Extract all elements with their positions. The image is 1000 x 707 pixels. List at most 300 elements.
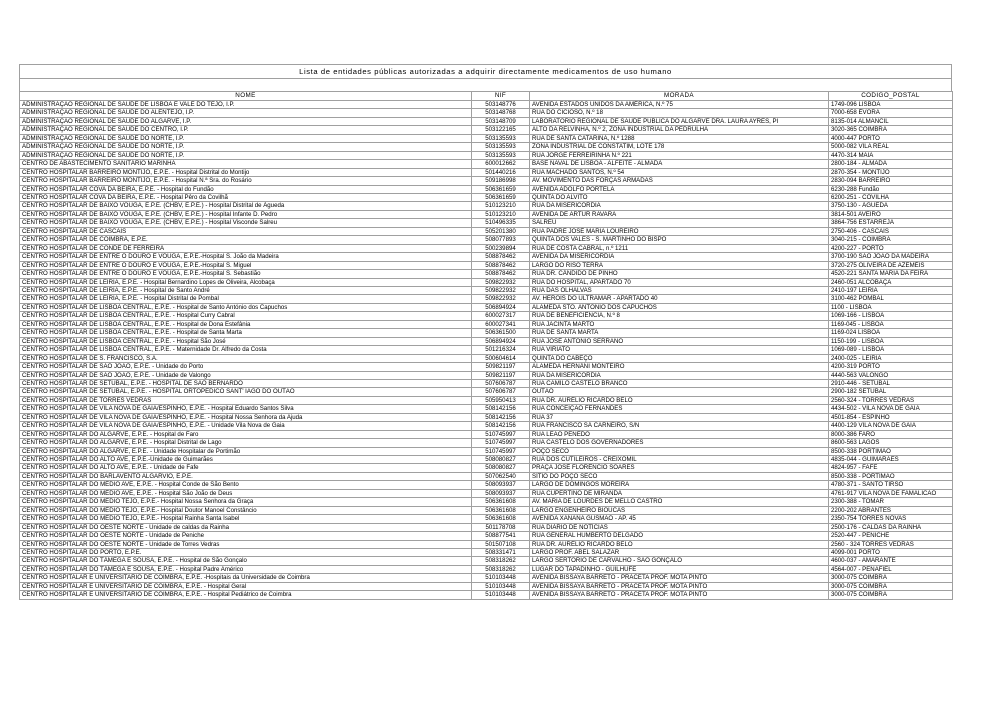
table-body <box>20 101 953 600</box>
cell-morada[interactable]: RUA MACHADO SANTOS, N.º 54 <box>530 168 829 176</box>
cell-codigo-postal[interactable]: 2830-094 BARREIRO <box>829 177 953 185</box>
cell-morada[interactable]: RUA DA MISERICÓRDIA <box>530 202 829 210</box>
cell-nif[interactable]: 506361608 <box>472 515 530 523</box>
cell-codigo-postal[interactable]: 1100 - LISBOA <box>829 303 953 311</box>
cell-morada[interactable]: POÇO SECO <box>530 447 829 455</box>
cell-nome[interactable]: CENTRO HOSPITALAR DE BAIXO VOUGA, E.P.E. (CHBV, E.P.E.) - Hospital Visconde Salreu <box>20 219 472 227</box>
cell-nif[interactable]: 508318262 <box>472 557 530 565</box>
cell-nome[interactable]: CENTRO HOSPITALAR DE LEIRIA, E.P.E. - Hospital Distrital de Pombal <box>20 295 472 303</box>
table-row <box>20 177 953 185</box>
table-row <box>20 498 953 506</box>
cell-nome[interactable]: CENTRO HOSPITALAR DE SÃO JOÃO, E.P.E. - Unidade de Valongo <box>20 371 472 379</box>
cell-morada[interactable]: RUA DE SANTA CATARINA, N.º 1288 <box>530 134 829 142</box>
cell-morada[interactable]: RUA JOSÉ ANTÓNIO SERRANO <box>530 337 829 345</box>
table-row <box>20 303 953 311</box>
cell-codigo-postal[interactable]: 8500-338 PORTIMÃO <box>829 447 953 455</box>
table-row <box>20 540 953 548</box>
cell-morada[interactable]: RUA DAS OLHALVAS <box>530 286 829 294</box>
cell-nif[interactable]: 506361608 <box>472 506 530 514</box>
cell-morada[interactable]: RUA 37 <box>530 413 829 421</box>
cell-codigo-postal[interactable]: 5000-082 VILA REAL <box>829 143 953 151</box>
table-row <box>20 388 953 396</box>
cell-nif[interactable]: 503148776 <box>472 101 530 109</box>
cell-morada[interactable]: AVENIDA BISSAYA BARRETO - PRACETA PROF. MOTA PINTO <box>530 591 829 599</box>
cell-nif[interactable]: 508142156 <box>472 405 530 413</box>
cell-nif[interactable]: 600012662 <box>472 160 530 168</box>
table-row <box>20 549 953 557</box>
cell-nome[interactable]: ADMINISTRAÇÃO REGIONAL DE SAÚDE DO NORTE, I.P. <box>20 151 472 159</box>
spacer-row <box>19 78 952 91</box>
cell-codigo-postal[interactable]: 3000-075 COIMBRA <box>829 574 953 582</box>
cell-morada[interactable]: LARGO SERTÓRIO DE CARVALHO - SÃO GONÇALO <box>530 557 829 565</box>
cell-morada[interactable]: RUA DO HOSPITAL, APARTADO 70 <box>530 278 829 286</box>
cell-nif[interactable]: 508878462 <box>472 261 530 269</box>
cell-codigo-postal[interactable]: 4470-314 MAIA <box>829 151 953 159</box>
cell-nome[interactable]: ADMINISTRAÇÃO REGIONAL DE SAÚDE DO ALGARVE, I.P. <box>20 117 472 125</box>
cell-nome[interactable]: CENTRO HOSPITALAR DO TÂMEGA E SOUSA, E.P.E. - Hospital de São Gonçalo <box>20 557 472 565</box>
cell-nome[interactable]: CENTRO HOSPITALAR DE VILA NOVA DE GAIA/ESPINHO, E.P.E. - Hospital Nossa Senhora da Ajuda <box>20 413 472 421</box>
cell-morada[interactable]: AVENIDA BISSAYA BARRETO - PRACETA PROF. MOTA PINTO <box>530 574 829 582</box>
cell-morada[interactable]: AVENIDA BISSAYA BARRETO - PRACETA PROF. MOTA PINTO <box>530 582 829 590</box>
table-row <box>20 557 953 565</box>
cell-nome[interactable]: CENTRO HOSPITALAR DO OESTE NORTE - Unidade de caldas da Rainha <box>20 523 472 531</box>
cell-morada[interactable]: RUA CAMILO CASTELO BRANCO <box>530 379 829 387</box>
cell-morada[interactable]: QUINTA DO CABEÇO <box>530 354 829 362</box>
cell-nome[interactable]: CENTRO HOSPITALAR DO MÉDIO TEJO, E.P.E.- Hospital Nossa Senhora da Graça <box>20 498 472 506</box>
cell-nif[interactable]: 503135593 <box>472 151 530 159</box>
cell-nome[interactable]: ADMINISTRAÇÃO REGIONAL DE SAÚDE DO ALENTEJO, I.P. <box>20 109 472 117</box>
cell-morada[interactable]: SALREU <box>530 219 829 227</box>
table-row <box>20 489 953 497</box>
table-row <box>20 337 953 345</box>
table-row <box>20 244 953 252</box>
cell-nome[interactable]: CENTRO HOSPITALAR DE LISBOA CENTRAL, E.P.E. - Hospital de Dona Estefânia <box>20 320 472 328</box>
cell-codigo-postal[interactable]: 4440-563 VALONGO <box>829 371 953 379</box>
cell-morada[interactable]: AV. HERÓIS DO ULTRAMAR - APARTADO 40 <box>530 295 829 303</box>
cell-codigo-postal[interactable]: 4434-502 - VILA NOVA DE GAIA <box>829 405 953 413</box>
cell-morada[interactable]: RUA DR. AURÉLIO RICARDO BELO <box>530 540 829 548</box>
cell-nome[interactable]: CENTRO HOSPITALAR DO OESTE NORTE - Unidade de Peniche <box>20 532 472 540</box>
cell-codigo-postal[interactable]: 4761-917 VILA NOVA DE FAMALICÃO <box>829 489 953 497</box>
cell-nif[interactable]: 505950413 <box>472 396 530 404</box>
table-row <box>20 506 953 514</box>
cell-morada[interactable]: RUA DR. CÂNDIDO DE PINHO <box>530 270 829 278</box>
cell-morada[interactable]: RUA CUPERTINO DE MIRANDA <box>530 489 829 497</box>
cell-nif[interactable]: 506894924 <box>472 303 530 311</box>
cell-codigo-postal[interactable]: 2800-184 - ALMADA <box>829 160 953 168</box>
cell-nome[interactable]: ADMINISTRAÇÃO REGIONAL DE SAÚDE DE LISBOA E VALE DO TEJO, I.P. <box>20 101 472 109</box>
cell-nif[interactable]: 508093937 <box>472 489 530 497</box>
cell-nif[interactable]: 508080827 <box>472 464 530 472</box>
cell-morada[interactable]: RUA CONCEIÇÃO FERNANDES <box>530 405 829 413</box>
cell-nome[interactable]: CENTRO HOSPITALAR DO TÂMEGA E SOUSA, E.P.E. - Hospital Padre Américo <box>20 565 472 573</box>
cell-morada[interactable]: RUA DE COSTA CABRAL, n.º 1211 <box>530 244 829 252</box>
cell-nome[interactable]: CENTRO HOSPITALAR DE CASCAIS <box>20 227 472 235</box>
table-row <box>20 379 953 387</box>
cell-nif[interactable]: 506894924 <box>472 337 530 345</box>
cell-nome[interactable]: CENTRO HOSPITALAR DE ENTRE O DOURO E VOUGA, E.P.E.-Hospital S. Miguel <box>20 261 472 269</box>
cell-morada[interactable]: LARGO DO RISO TERRA <box>530 261 829 269</box>
cell-nome[interactable]: CENTRO HOSPITALAR DE VILA NOVA DE GAIA/ESPINHO, E.P.E. - Hospital Eduardo Santos Silva <box>20 405 472 413</box>
cell-morada[interactable]: RUA DO CICIOSO, N.º 18 <box>530 109 829 117</box>
cell-nome[interactable]: CENTRO HOSPITALAR DO ALTO AVE, E.P.E.-Unidade de Guimarães <box>20 456 472 464</box>
table-row <box>20 405 953 413</box>
cell-codigo-postal[interactable]: 2910-446 - SETÚBAL <box>829 379 953 387</box>
cell-codigo-postal[interactable]: 1169-024 LISBOA <box>829 329 953 337</box>
cell-codigo-postal[interactable]: 7000-658 ÉVORA <box>829 109 953 117</box>
table-row <box>20 346 953 354</box>
cell-morada[interactable]: RUA JORGE FERREIRINHA N.º 221 <box>530 151 829 159</box>
cell-codigo-postal[interactable]: 3100-462 POMBAL <box>829 295 953 303</box>
cell-codigo-postal[interactable]: 2300-388 - TOMAR <box>829 498 953 506</box>
cell-codigo-postal[interactable]: 2560 - 324 TORRES VEDRAS <box>829 540 953 548</box>
cell-codigo-postal[interactable]: 8600-563 LAGOS <box>829 439 953 447</box>
cell-codigo-postal[interactable]: 1150-199 - LISBOA <box>829 337 953 345</box>
cell-codigo-postal[interactable]: 2200-202 ABRANTES <box>829 506 953 514</box>
cell-nome[interactable]: CENTRO HOSPITALAR DE TORRES VEDRAS <box>20 396 472 404</box>
cell-nif[interactable]: 508080827 <box>472 456 530 464</box>
header-row <box>20 92 953 101</box>
table-row <box>20 565 953 573</box>
cell-codigo-postal[interactable]: 4200-227 - PORTO <box>829 244 953 252</box>
cell-nif[interactable]: 508142156 <box>472 422 530 430</box>
table-row <box>20 134 953 142</box>
cell-morada[interactable]: RUA PADRE JOSÉ MARIA LOUREIRO <box>530 227 829 235</box>
cell-nome[interactable]: CENTRO HOSPITALAR DO BARLAVENTO ALGARVIO, E.P.E. <box>20 472 472 480</box>
cell-nif[interactable]: 508318262 <box>472 565 530 573</box>
cell-morada[interactable]: ZONA INDUSTRIAL DE CONSTATIM, LOTE 178 <box>530 143 829 151</box>
header-codigo-postal[interactable]: CODIGO_POSTAL <box>829 92 953 101</box>
cell-nif[interactable]: 509821197 <box>472 371 530 379</box>
table-row <box>20 329 953 337</box>
cell-nif[interactable]: 501216324 <box>472 346 530 354</box>
cell-morada[interactable]: ALTO DA RELVINHA, N.º 2, ZONA INDUSTRIAL DA PEDRULHA <box>530 126 829 134</box>
cell-morada[interactable]: LABORATÓRIO REGIONAL DE SAÚDE PÚBLICA DO ALGARVE DRA. LAURA AYRES, PI <box>530 117 829 125</box>
cell-codigo-postal[interactable]: 8000-386 FARO <box>829 430 953 438</box>
cell-nif[interactable]: 509822932 <box>472 278 530 286</box>
table-row <box>20 532 953 540</box>
cell-nome[interactable]: CENTRO DE ABASTECIMENTO SANITÁRIO MARINHA <box>20 160 472 168</box>
cell-nif[interactable]: 503135593 <box>472 134 530 142</box>
cell-nif[interactable]: 503122165 <box>472 126 530 134</box>
cell-nome[interactable]: CENTRO HOSPITALAR BARREIRO MONTIJO, E.P.E. - Hospital Distrital do Montijo <box>20 168 472 176</box>
entities-table <box>19 91 953 600</box>
cell-nif[interactable]: 508077893 <box>472 236 530 244</box>
cell-nome[interactable]: CENTRO HOSPITALAR COVA DA BEIRA, E.P.E. - Hospital Pêro da Covilhã <box>20 193 472 201</box>
cell-codigo-postal[interactable]: 2900-182 SETÚBAL <box>829 388 953 396</box>
cell-morada[interactable]: RUA FRANCISCO SÁ CARNEIRO, S/N <box>530 422 829 430</box>
cell-morada[interactable]: LUGAR DO TAPADINHO - GUILHUFE <box>530 565 829 573</box>
cell-nif[interactable]: 506361659 <box>472 193 530 201</box>
table-row <box>20 456 953 464</box>
cell-nif[interactable]: 506361500 <box>472 329 530 337</box>
cell-codigo-postal[interactable]: 1069-166 - LISBOA <box>829 312 953 320</box>
cell-codigo-postal[interactable]: 2350-754 TORRES NOVAS <box>829 515 953 523</box>
cell-codigo-postal[interactable]: 4600-037 - AMARANTE <box>829 557 953 565</box>
table-row <box>20 396 953 404</box>
cell-codigo-postal[interactable]: 3750-130 - ÁGUEDA <box>829 202 953 210</box>
cell-nome[interactable]: CENTRO HOSPITALAR DE LEIRIA, E.P.E. - Hospital Bernardino Lopes de Oliveira, Alcobaça <box>20 278 472 286</box>
table-row <box>20 295 953 303</box>
cell-morada[interactable]: RUA JACINTA MARTO <box>530 320 829 328</box>
cell-codigo-postal[interactable]: 4200-319 PORTO <box>829 363 953 371</box>
cell-codigo-postal[interactable]: 1069-089 - LISBOA <box>829 346 953 354</box>
cell-morada[interactable]: AVENIDA XANANA GUSMÃO - AP. 45 <box>530 515 829 523</box>
cell-morada[interactable]: RUA LEÃO PENEDO <box>530 430 829 438</box>
cell-nome[interactable]: ADMINISTRAÇÃO REGIONAL DE SAÚDE DO CENTRO, I.P. <box>20 126 472 134</box>
cell-nome[interactable]: CENTRO HOSPITALAR DE VILA NOVA DE GAIA/ESPINHO, E.P.E. - Unidade Vila Nova de Gaia <box>20 422 472 430</box>
cell-nome[interactable]: CENTRO HOSPITALAR DO MÉDIO TEJO, E.P.E.- Hospital Rainha Santa Isabel <box>20 515 472 523</box>
cell-nome[interactable]: CENTRO HOSPITALAR DE ENTRE O DOURO E VOUGA, E.P.E.-Hospital S. Sebastião <box>20 270 472 278</box>
cell-nif[interactable]: 510496335 <box>472 219 530 227</box>
cell-codigo-postal[interactable]: 3700-190 SÃO JOÃO DA MADEIRA <box>829 253 953 261</box>
cell-nif[interactable]: 503135593 <box>472 143 530 151</box>
cell-codigo-postal[interactable]: 4824-957 - FAFE <box>829 464 953 472</box>
cell-codigo-postal[interactable]: 2500-176 - CALDAS DA RAINHA <box>829 523 953 531</box>
cell-nif[interactable]: 509821197 <box>472 363 530 371</box>
cell-codigo-postal[interactable]: 2750-406 - CASCAIS <box>829 227 953 235</box>
cell-nif[interactable]: 510745997 <box>472 430 530 438</box>
cell-nome[interactable]: CENTRO HOSPITALAR DO ALGARVE, E.P.E. - Hospital de Faro <box>20 430 472 438</box>
cell-morada[interactable]: RUA DA MISERICÓRDIA <box>530 371 829 379</box>
cell-nome[interactable]: CENTRO HOSPITALAR DO MÉDIO AVE, E.P.E. - Hospital São João de Deus <box>20 489 472 497</box>
cell-nome[interactable]: CENTRO HOSPITALAR DO PORTO, E.P.E. <box>20 549 472 557</box>
cell-nif[interactable]: 510123210 <box>472 210 530 218</box>
cell-codigo-postal[interactable]: 4501-854 - ESPINHO <box>829 413 953 421</box>
cell-codigo-postal[interactable]: 2400-025 - LEIRIA <box>829 354 953 362</box>
cell-codigo-postal[interactable]: 3000-075 COIMBRA <box>829 582 953 590</box>
cell-nome[interactable]: CENTRO HOSPITALAR DE LISBOA CENTRAL, E.P.E. - Hospital de Santa Marta <box>20 329 472 337</box>
cell-nome[interactable]: CENTRO HOSPITALAR DO ALGARVE, E.P.E. - Unidade Hospitalar de Portimão <box>20 447 472 455</box>
cell-morada[interactable]: ALAMEDA HERNÂNI MONTEIRO <box>530 363 829 371</box>
cell-nome[interactable]: CENTRO HOSPITALAR BARREIRO MONTIJO, E.P.E. - Hospital N.ª Sra. do Rosário <box>20 177 472 185</box>
table-row <box>20 151 953 159</box>
table-row <box>20 413 953 421</box>
cell-codigo-postal[interactable]: 2410-197 LEIRIA <box>829 286 953 294</box>
header-nif[interactable]: NIF <box>472 92 530 101</box>
cell-morada[interactable]: RUA GENERAL HUMBERTO DELGADO <box>530 532 829 540</box>
cell-codigo-postal[interactable]: 4000-447 PORTO <box>829 134 953 142</box>
table-row <box>20 574 953 582</box>
cell-nome[interactable]: CENTRO HOSPITALAR DE LISBOA CENTRAL, E.P.E. - Hospital Curry Cabral <box>20 312 472 320</box>
cell-nif[interactable]: 509822932 <box>472 295 530 303</box>
cell-nif[interactable]: 509822932 <box>472 286 530 294</box>
cell-morada[interactable]: LARGO DE DOMINGOS MOREIRA <box>530 481 829 489</box>
cell-morada[interactable]: RUA DIÁRIO DE NOTÍCIAS <box>530 523 829 531</box>
cell-nif[interactable]: 508878462 <box>472 270 530 278</box>
cell-codigo-postal[interactable]: 3864-756 ESTARREJA <box>829 219 953 227</box>
table-row <box>20 227 953 235</box>
table-row <box>20 354 953 362</box>
cell-nome[interactable]: CENTRO HOSPITALAR DE LEIRIA, E.P.E. - Hospital de Santo André <box>20 286 472 294</box>
cell-codigo-postal[interactable]: 2870-354 - MONTIJO <box>829 168 953 176</box>
cell-codigo-postal[interactable]: 6230-288 Fundão <box>829 185 953 193</box>
table-row <box>20 117 953 125</box>
table-row <box>20 582 953 590</box>
cell-nif[interactable]: 500239894 <box>472 244 530 252</box>
table-row <box>20 464 953 472</box>
cell-nif[interactable]: 506361608 <box>472 498 530 506</box>
cell-nif[interactable]: 507062540 <box>472 472 530 480</box>
cell-nome[interactable]: CENTRO HOSPITALAR DE LISBOA CENTRAL, E.P.E. - Hospital de Santo António dos Capuchos <box>20 303 472 311</box>
cell-codigo-postal[interactable]: 4780-371 - SANTO TIRSO <box>829 481 953 489</box>
cell-morada[interactable]: ALAMEDA STO. ANTÓNIO DOS CAPUCHOS <box>530 303 829 311</box>
cell-morada[interactable]: RUA DR. AURÉLIO RICARDO BELO <box>530 396 829 404</box>
table-row <box>20 439 953 447</box>
cell-morada[interactable]: AV. MARIA DE LOURDES DE MELLO CASTRO <box>530 498 829 506</box>
cell-codigo-postal[interactable]: 4520-221 SANTA MARIA DA FEIRA <box>829 270 953 278</box>
cell-codigo-postal[interactable]: 3000-075 COIMBRA <box>829 591 953 599</box>
cell-nome[interactable]: CENTRO HOSPITALAR COVA DA BEIRA, E.P.E. - Hospital do Fundão <box>20 185 472 193</box>
cell-codigo-postal[interactable]: 4564-007 - PENAFIEL <box>829 565 953 573</box>
table-row <box>20 219 953 227</box>
cell-codigo-postal[interactable]: 6200-251 - COVILHÃ <box>829 193 953 201</box>
cell-nome[interactable]: CENTRO HOSPITALAR E UNIVERSITARIO DE COIMBRA, E.P.E. - Hospital Pediátrico de Coimbra <box>20 591 472 599</box>
cell-nome[interactable]: CENTRO HOSPITALAR DE BAIXO VOUGA, E.P.E. (CHBV, E.P.E.) - Hospital Infante D. Pedro <box>20 210 472 218</box>
cell-nif[interactable]: 509186998 <box>472 177 530 185</box>
cell-codigo-postal[interactable]: 2460-051 ALCOBAÇA <box>829 278 953 286</box>
cell-codigo-postal[interactable]: 1169-045 - LISBOA <box>829 320 953 328</box>
cell-nif[interactable]: 501440216 <box>472 168 530 176</box>
table-row <box>20 185 953 193</box>
cell-nome[interactable]: CENTRO HOSPITALAR E UNIVERSITARIO DE COIMBRA, E.P.E. -Hospitais da Universidade de Coimbra <box>20 574 472 582</box>
table-row <box>20 261 953 269</box>
cell-morada[interactable]: RUA DE SANTA MARTA <box>530 329 829 337</box>
cell-nome[interactable]: CENTRO HOSPITALAR DO MÉDIO AVE, E.P.E. - Hospital Conde de São Bento <box>20 481 472 489</box>
cell-morada[interactable]: AVENIDA ESTADOS UNIDOS DA AMÉRICA, N.º 75 <box>530 101 829 109</box>
cell-codigo-postal[interactable]: 8135-014 ALMANCIL <box>829 117 953 125</box>
cell-nif[interactable]: 508877541 <box>472 532 530 540</box>
cell-nif[interactable]: 508878462 <box>472 253 530 261</box>
cell-nome[interactable]: ADMINISTRAÇÃO REGIONAL DE SAÚDE DO NORTE, I.P. <box>20 134 472 142</box>
cell-nome[interactable]: CENTRO HOSPITALAR DE CONDE DE FERREIRA <box>20 244 472 252</box>
cell-nif[interactable]: 600027341 <box>472 320 530 328</box>
cell-codigo-postal[interactable]: 3040-215 - COIMBRA <box>829 236 953 244</box>
cell-nome[interactable]: CENTRO HOSPITALAR DE LISBOA CENTRAL, E.P.E. - Maternidade Dr. Alfredo da Costa <box>20 346 472 354</box>
document-title: Lista de entidades públicas autorizadas a adquirir directamente medicamentos de uso humano <box>19 64 952 78</box>
cell-nif[interactable]: 506361659 <box>472 185 530 193</box>
cell-nif[interactable]: 501178708 <box>472 523 530 531</box>
cell-nome[interactable]: CENTRO HOSPITALAR DE SETÚBAL, E.P.E. - HOSPITAL ORTOPÉDICO SANT' IAGO DO OUTÃO <box>20 388 472 396</box>
table-row <box>20 109 953 117</box>
cell-nome[interactable]: CENTRO HOSPITALAR DE COIMBRA, E.P.E. <box>20 236 472 244</box>
cell-nome[interactable]: CENTRO HOSPITALAR DO MÉDIO TEJO, E.P.E.- Hospital Doutor Manoel Constâncio <box>20 506 472 514</box>
table-row <box>20 143 953 151</box>
cell-morada[interactable]: AVENIDA ADOLFO PORTELA <box>530 185 829 193</box>
cell-morada[interactable]: LARGO PROF. ABEL SALAZAR <box>530 549 829 557</box>
table-row <box>20 591 953 599</box>
table-row <box>20 278 953 286</box>
table-row <box>20 210 953 218</box>
table-row <box>20 523 953 531</box>
cell-morada[interactable]: PRAÇA JOSÉ FLORÊNCIO SOARES <box>530 464 829 472</box>
cell-codigo-postal[interactable]: 3814-501 AVEIRO <box>829 210 953 218</box>
table-row <box>20 363 953 371</box>
cell-nome[interactable]: ADMINISTRAÇÃO REGIONAL DE SAÚDE DO NORTE, I.P. <box>20 143 472 151</box>
cell-morada[interactable]: RUA DOS CUTILEIROS - CREIXOMIL <box>530 456 829 464</box>
cell-morada[interactable]: SÍTIO DO POÇO SECO <box>530 472 829 480</box>
header-morada[interactable]: MORADA <box>530 92 829 101</box>
cell-nome[interactable]: CENTRO HOSPITALAR DE SÃO JOÃO, E.P.E. - Unidade do Porto <box>20 363 472 371</box>
cell-morada[interactable]: AVENIDA DE ARTUR RAVARA <box>530 210 829 218</box>
cell-morada[interactable]: BASE NAVAL DE LISBOA - ALFEITE - ALMADA <box>530 160 829 168</box>
cell-morada[interactable]: QUINTA DOS VALES - S. MARTINHO DO BISPO <box>530 236 829 244</box>
cell-morada[interactable]: RUA VIRIATO <box>530 346 829 354</box>
table-row <box>20 371 953 379</box>
cell-nome[interactable]: CENTRO HOSPITALAR E UNIVERSITARIO DE COIMBRA, E.P.E. - Hospital Geral <box>20 582 472 590</box>
table-row <box>20 160 953 168</box>
cell-codigo-postal[interactable]: 3020-365 COIMBRA <box>829 126 953 134</box>
cell-nif[interactable]: 510745997 <box>472 439 530 447</box>
table-row <box>20 481 953 489</box>
table-row <box>20 472 953 480</box>
cell-codigo-postal[interactable]: 1749-096 LISBOA <box>829 101 953 109</box>
cell-morada[interactable]: RUA DE BENEFICIÊNCIA, N.º 8 <box>530 312 829 320</box>
cell-codigo-postal[interactable]: 8500-338 - PORTIMÃO <box>829 472 953 480</box>
cell-codigo-postal[interactable]: 4400-129 VILA NOVA DE GAIA <box>829 422 953 430</box>
cell-morada[interactable]: AV. MOVIMENTO DAS FORÇAS ARMADAS <box>530 177 829 185</box>
cell-morada[interactable]: QUINTA DO ALVITO <box>530 193 829 201</box>
cell-nome[interactable]: CENTRO HOSPITALAR DE S. FRANCISCO, S.A. <box>20 354 472 362</box>
cell-nome[interactable]: CENTRO HOSPITALAR DO ALTO AVE, E.P.E. - Unidade de Fafe <box>20 464 472 472</box>
table-row <box>20 101 953 109</box>
cell-nif[interactable]: 507606787 <box>472 379 530 387</box>
cell-nome[interactable]: CENTRO HOSPITALAR DE BAIXO VOUGA, E.P.E. (CHBV, E.P.E.) - Hospital Distrital de Águeda <box>20 202 472 210</box>
cell-codigo-postal[interactable]: 4835-044 - GUIMARÃES <box>829 456 953 464</box>
table-row <box>20 253 953 261</box>
cell-nif[interactable]: 510103448 <box>472 591 530 599</box>
cell-nif[interactable]: 508142156 <box>472 413 530 421</box>
table-row <box>20 320 953 328</box>
table-row <box>20 236 953 244</box>
table-row <box>20 202 953 210</box>
cell-nome[interactable]: CENTRO HOSPITALAR DE ENTRE O DOURO E VOUGA, E.P.E.-Hospital S. João da Madeira <box>20 253 472 261</box>
cell-nif[interactable]: 510103448 <box>472 582 530 590</box>
cell-nome[interactable]: CENTRO HOSPITALAR DO OESTE NORTE - Unidade de Torres Vedras <box>20 540 472 548</box>
cell-nif[interactable]: 600027317 <box>472 312 530 320</box>
cell-morada[interactable]: AVENIDA DA MISERICÓRDIA <box>530 253 829 261</box>
cell-nome[interactable]: CENTRO HOSPITALAR DO ALGARVE, E.P.E. - Hospital Distrital de Lago <box>20 439 472 447</box>
table-row <box>20 286 953 294</box>
header-nome[interactable]: NOME <box>20 92 472 101</box>
cell-nif[interactable]: 510123210 <box>472 202 530 210</box>
cell-nif[interactable]: 508093937 <box>472 481 530 489</box>
cell-nome[interactable]: CENTRO HOSPITALAR DE LISBOA CENTRAL, E.P.E. - Hospital São José <box>20 337 472 345</box>
cell-morada[interactable]: OUTÃO <box>530 388 829 396</box>
cell-nif[interactable]: 503148709 <box>472 117 530 125</box>
cell-nif[interactable]: 510103448 <box>472 574 530 582</box>
cell-codigo-postal[interactable]: 2560-324 - TORRES VEDRAS <box>829 396 953 404</box>
cell-nif[interactable]: 501507108 <box>472 540 530 548</box>
cell-morada[interactable]: RUA CASTELO DOS GOVERNADORES <box>530 439 829 447</box>
cell-codigo-postal[interactable]: 3720-275 OLIVEIRA DE AZEMÉIS <box>829 261 953 269</box>
cell-nif[interactable]: 503148768 <box>472 109 530 117</box>
cell-nif[interactable]: 500604614 <box>472 354 530 362</box>
cell-nome[interactable]: CENTRO HOSPITALAR DE SETÚBAL, E.P.E. - HOSPITAL DE SÃO BERNARDO <box>20 379 472 387</box>
table-row <box>20 447 953 455</box>
cell-codigo-postal[interactable]: 2520-447 - PENICHE <box>829 532 953 540</box>
cell-nif[interactable]: 510745997 <box>472 447 530 455</box>
cell-nif[interactable]: 505201380 <box>472 227 530 235</box>
cell-nif[interactable]: 507606787 <box>472 388 530 396</box>
table-row <box>20 430 953 438</box>
table-row <box>20 270 953 278</box>
cell-nif[interactable]: 508331471 <box>472 549 530 557</box>
table-row <box>20 515 953 523</box>
table-row <box>20 126 953 134</box>
cell-morada[interactable]: LARGO ENGENHEIRO BIOUCAS <box>530 506 829 514</box>
cell-codigo-postal[interactable]: 4099-001 PORTO <box>829 549 953 557</box>
